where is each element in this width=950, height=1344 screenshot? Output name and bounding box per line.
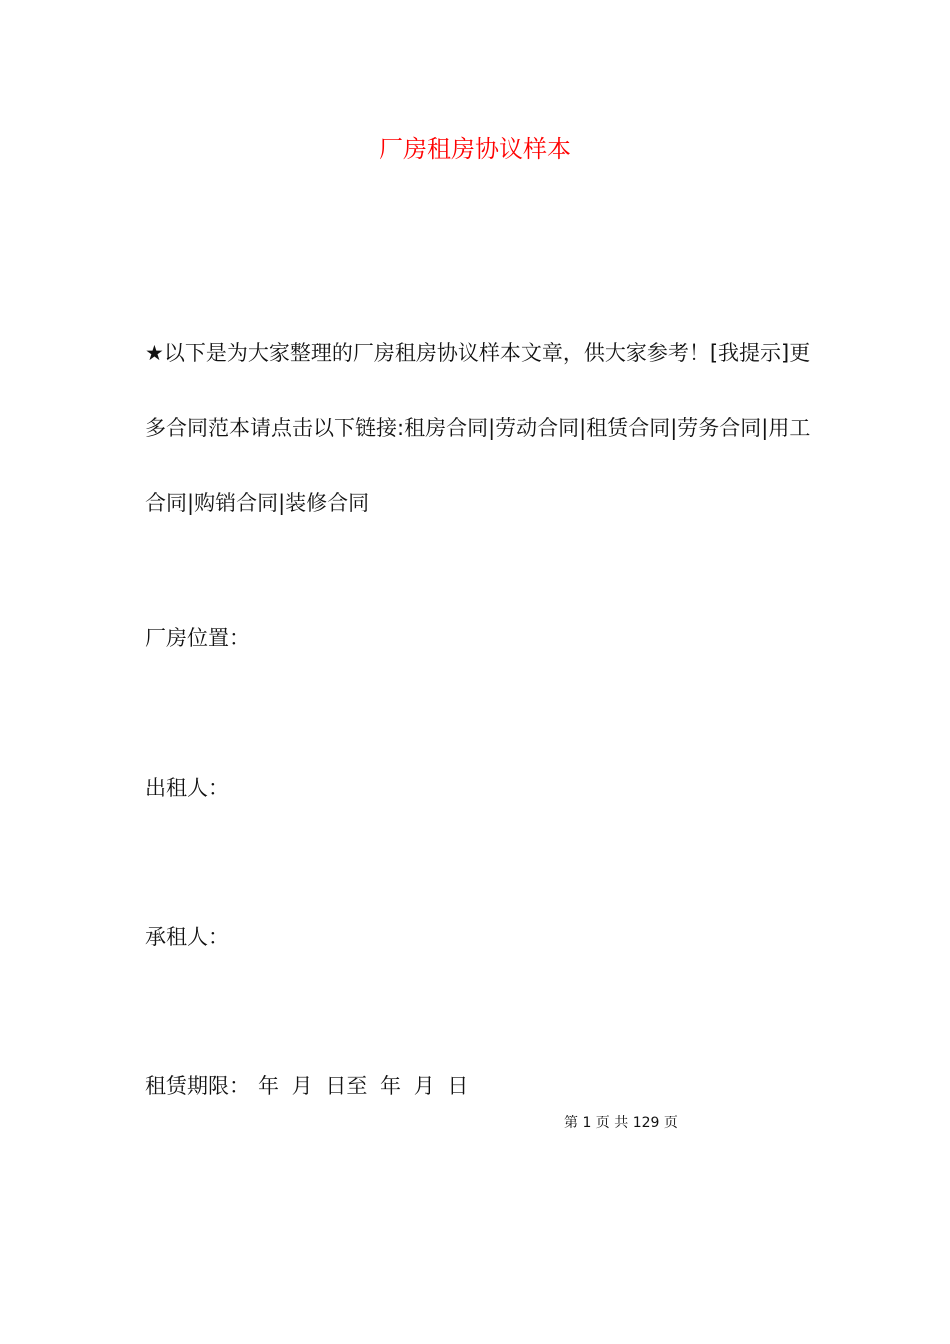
lease-term-field <box>145 1066 468 1106</box>
lease-term-label: 租赁期限： <box>145 1074 250 1098</box>
page-number-footer: 第 1 页 共 129 页 <box>564 1115 678 1131</box>
document-title: 厂房租房协议样本 <box>379 135 571 163</box>
factory-location-field: 厂房位置： <box>145 626 250 650</box>
lease-term-dates: 年 月 日至 年 月 日 <box>258 1074 469 1098</box>
lessee-field: 承租人： <box>145 925 229 949</box>
intro-paragraph: ★以下是为大家整理的厂房租房协议样本文章，供大家参考！[我提示]更多合同范本请点击以下链接:租房合同|劳动合同|租赁合同|劳务合同|用工合同|购销合同|装修合同 <box>145 341 811 515</box>
lessor-field: 出租人： <box>145 776 229 800</box>
